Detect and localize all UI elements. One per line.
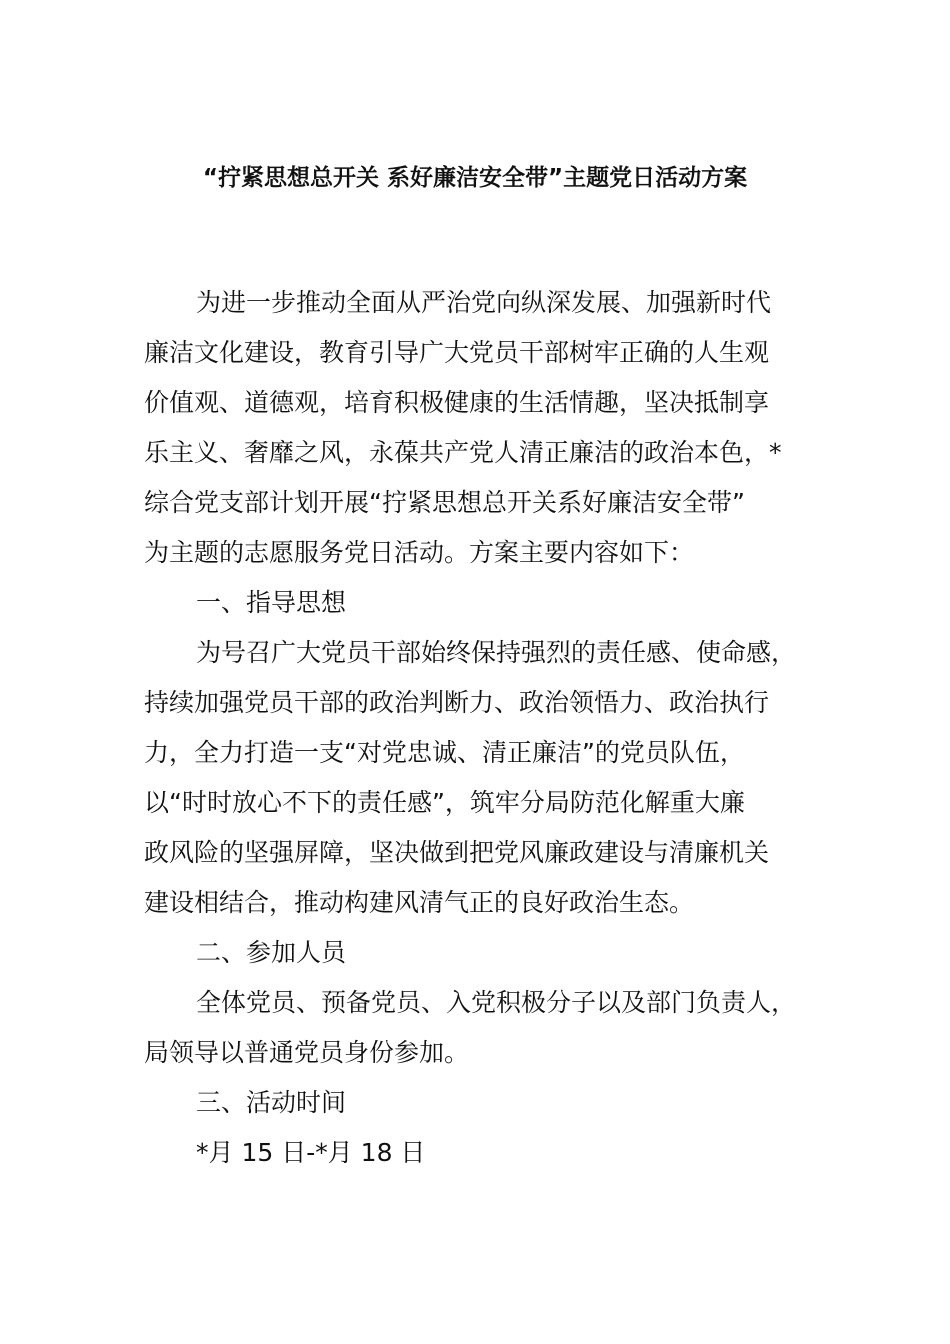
intro-line: 乐主义、奢靡之风，永葆共产党人清正廉洁的政治本色，* [144, 438, 782, 467]
intro-line: 廉洁文化建设，教育引导广大党员干部树牢正确的人生观 [144, 338, 770, 367]
section-line: 为号召广大党员干部始终保持强烈的责任感、使命感， [196, 638, 797, 667]
section-line: 政风险的坚强屏障，坚决做到把党风廉政建设与清廉机关 [144, 838, 770, 867]
intro-line: 价值观、道德观，培育积极健康的生活情趣，坚决抵制享 [144, 388, 770, 417]
section-line: 力，全力打造一支“对党忠诚、清正廉洁”的党员队伍， [144, 738, 745, 767]
document-body [144, 278, 834, 1178]
section-line: 以“时时放心不下的责任感”，筑牢分局防范化解重大廉 [144, 788, 745, 817]
intro-line: 为进一步推动全面从严治党向纵深发展、加强新时代 [196, 288, 772, 317]
section-activity-time [144, 1078, 834, 1178]
section-line: *月 15 日-*月 18 日 [196, 1138, 426, 1167]
section-line: 局领导以普通党员身份参加。 [144, 1038, 470, 1067]
document-title: “拧紧思想总开关 系好廉洁安全带”主题党日活动方案 [202, 165, 748, 191]
intro-line: 为主题的志愿服务党日活动。方案主要内容如下： [144, 538, 695, 567]
section-heading: 三、活动时间 [196, 1088, 347, 1117]
section-heading: 二、参加人员 [196, 938, 347, 967]
section-line: 建设相结合，推动构建风清气正的良好政治生态。 [144, 888, 695, 917]
section-line: 持续加强党员干部的政治判断力、政治领悟力、政治执行 [144, 688, 770, 717]
intro-paragraph [144, 278, 834, 578]
section-participants [144, 928, 834, 1078]
section-line: 全体党员、预备党员、入党积极分子以及部门负责人， [196, 988, 797, 1017]
intro-line: 综合党支部计划开展“拧紧思想总开关系好廉洁安全带” [144, 488, 745, 517]
section-guiding-ideology [144, 578, 834, 928]
section-heading: 一、指导思想 [196, 588, 347, 617]
